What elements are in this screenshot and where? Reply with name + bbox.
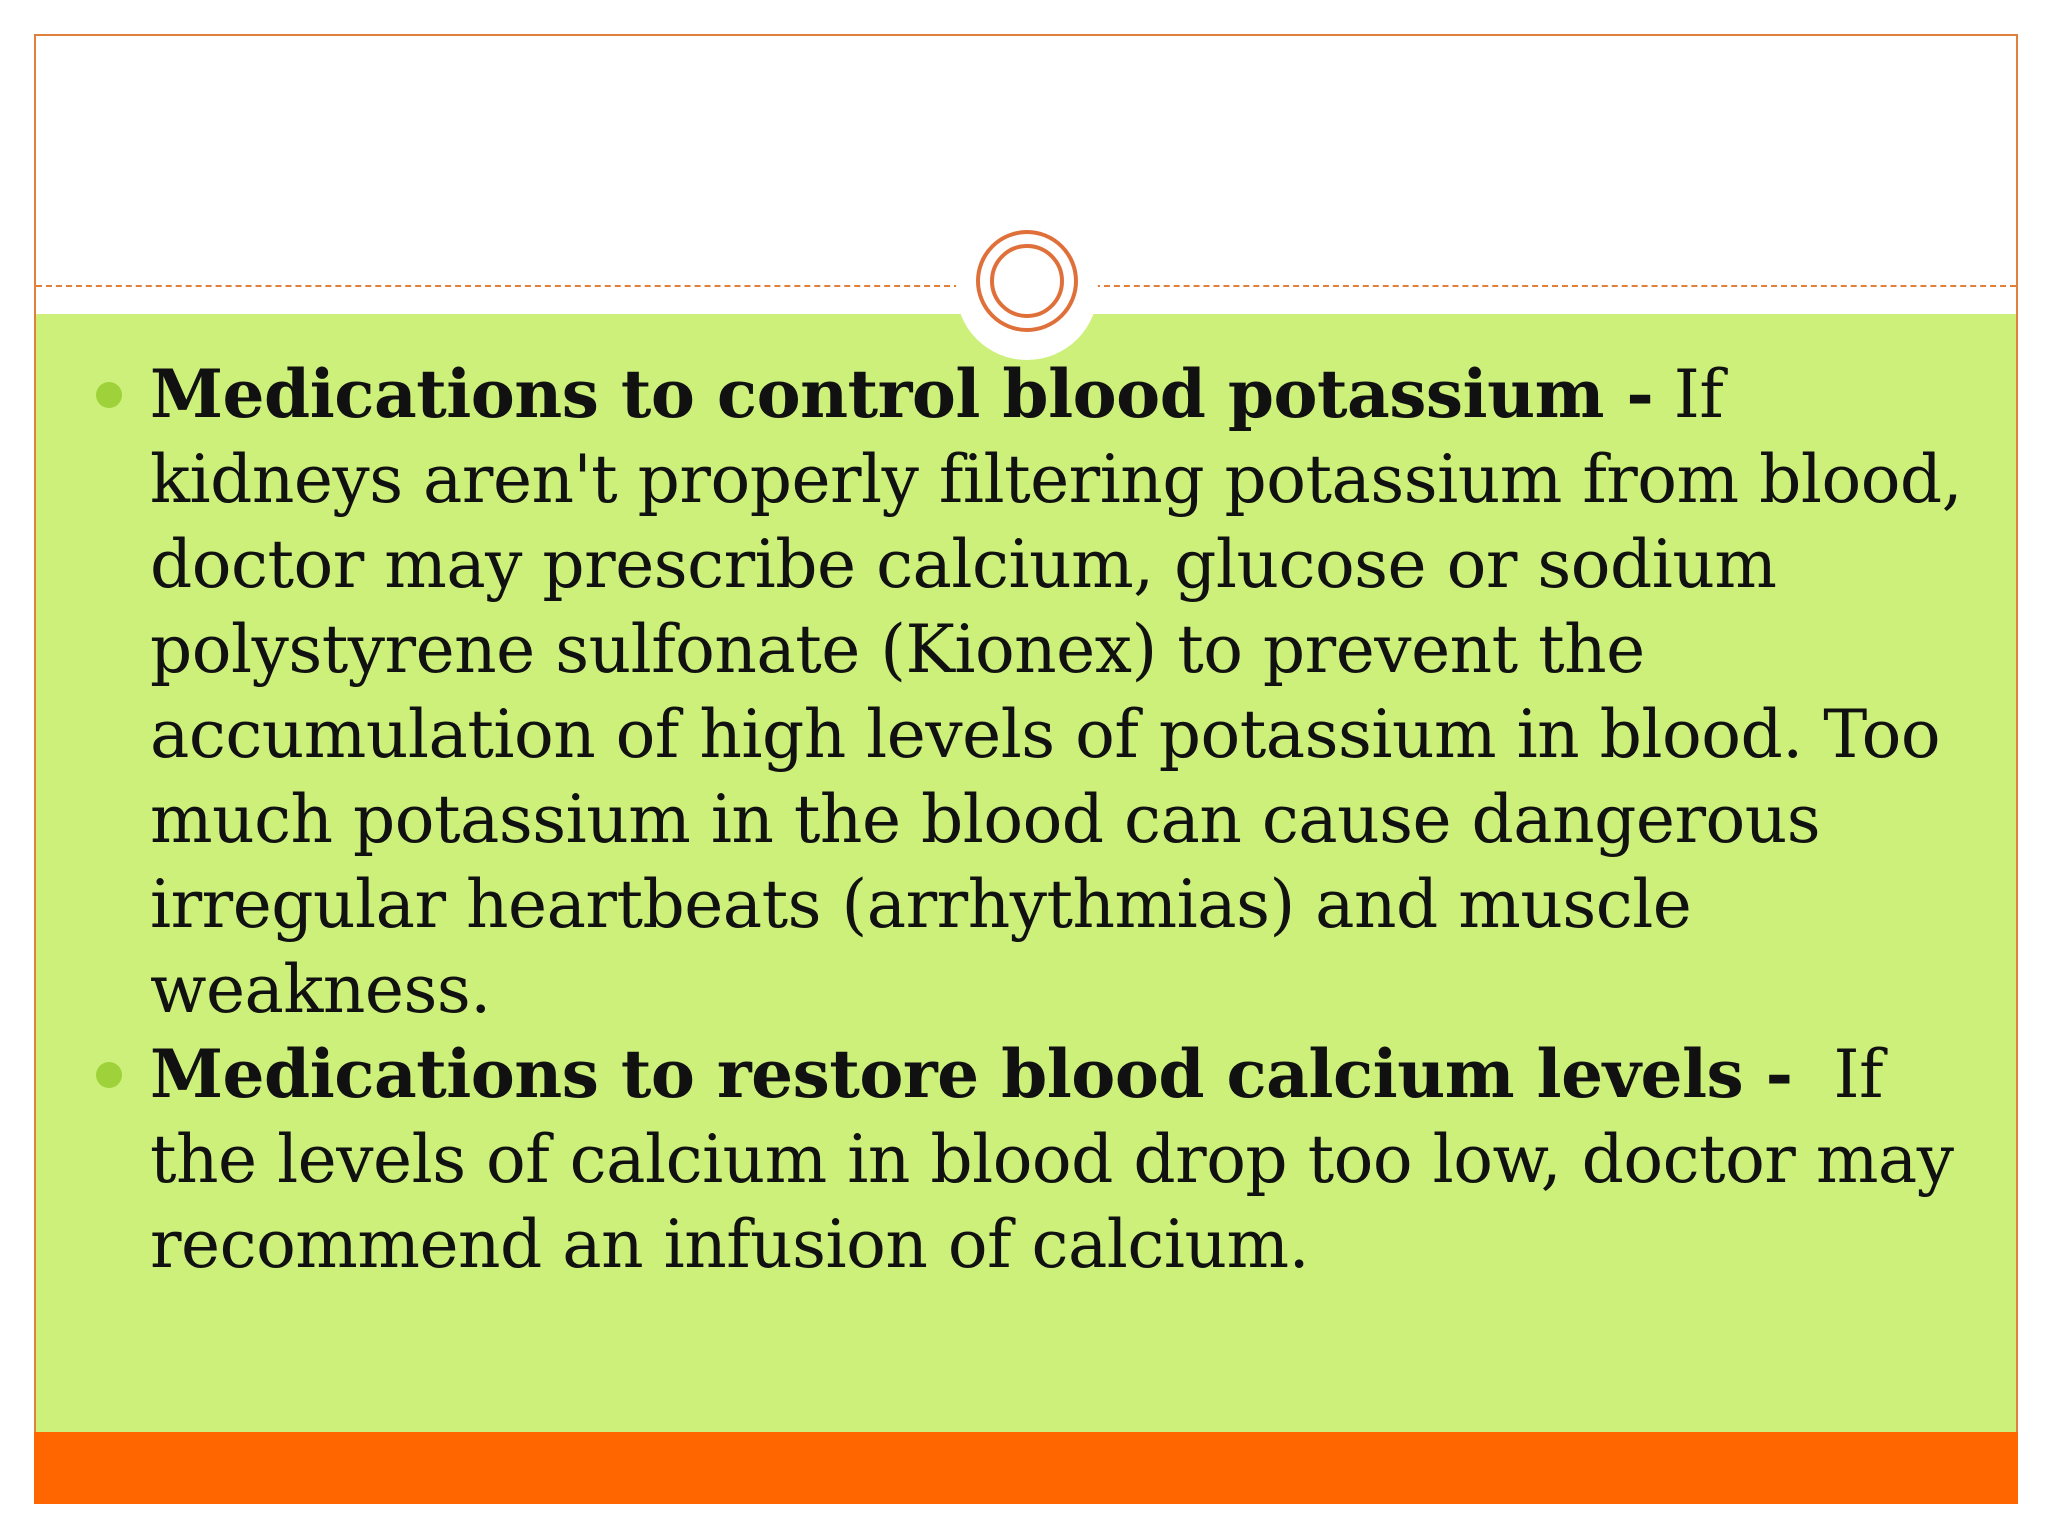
circle-ornament-inner bbox=[990, 244, 1064, 318]
footer-bar bbox=[34, 1432, 2018, 1504]
circle-ornament-icon bbox=[976, 230, 1078, 332]
bullet-dot-icon bbox=[96, 1062, 122, 1088]
bullet-list bbox=[96, 352, 1996, 1287]
bullet-dot-icon bbox=[96, 382, 122, 408]
bullet-heading: Medications to control blood potassium - bbox=[150, 355, 1654, 433]
bullet-item bbox=[96, 1032, 1996, 1287]
bullet-text: If kidneys aren't properly filtering potassium from blood, doctor may prescribe calcium, glucose or sodium polystyrene sulfonate (Kionex) to prevent the accumulation of high levels of potassium in blood. Too much potassium in the blood can cause dangerous irregular heartbeats (arrhythmias) and muscle weakness. bbox=[150, 356, 1963, 1028]
bullet-text: If the levels of calcium in blood drop too low, doctor may recommend an infusion of calcium. bbox=[150, 1036, 1975, 1283]
bullet-heading: Medications to restore blood calcium levels - bbox=[150, 1035, 1793, 1113]
bullet-item bbox=[96, 352, 1996, 1032]
divider-line-left bbox=[36, 285, 960, 287]
divider-line-right bbox=[1094, 285, 2016, 287]
